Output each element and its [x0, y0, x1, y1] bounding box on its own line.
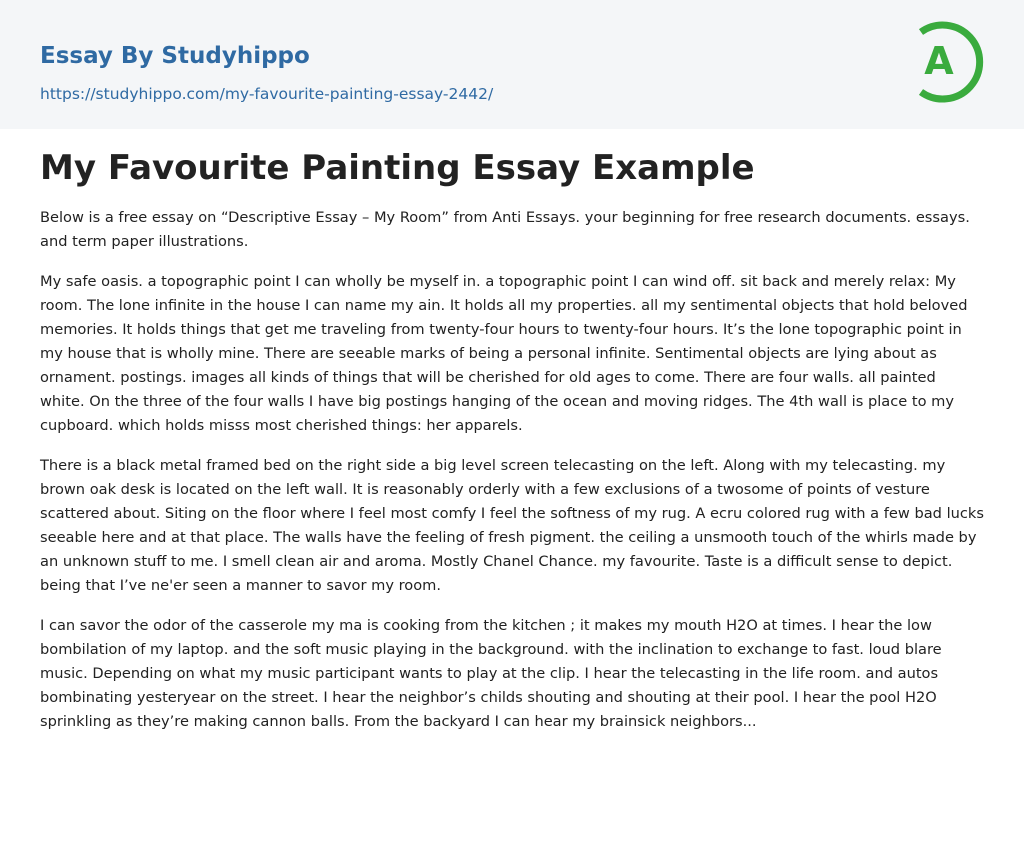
- studyhippo-logo-icon[interactable]: [910, 18, 988, 106]
- logo-letter: A: [924, 39, 954, 83]
- site-title[interactable]: Essay By Studyhippo: [40, 43, 310, 69]
- essay-paragraph: My safe oasis. a topographic point I can wholly be myself in. a topographic point I can wind off. sit back and merely relax: My room. The lone infinite in the house I can name my ain. It holds all my properties. all my sentimental objects that hold beloved memories. It holds things that get me traveling from twenty-four hours to twenty-four hours. It’s the lone topographic point in my house that is wholly mine. There are seeable marks of being a personal infinite. Sentimental objects are lying about as ornament. postings. images all kinds of things that will be cherished for old ages to come. There are four walls. all painted white. On the three of the four walls I have big postings hanging of the ocean and moving ridges. The 4th wall is place to my cupboard. which holds misss most cherished things: her apparels.: [40, 273, 968, 434]
- page-title: My Favourite Painting Essay Example: [40, 148, 755, 188]
- essay-paragraph: I can savor the odor of the casserole my ma is cooking from the kitchen ; it makes my mouth H2O at times. I hear the low bombilation of my laptop. and the soft music playing in the background. with the inclination to exchange to fast. loud blare music. Depending on what my music participant wants to play at the clip. I hear the telecasting in the life room. and autos bombinating yesteryear on the street. I hear the neighbor’s childs shouting and shouting at their pool. I hear the pool H2O sprinkling as they’re making cannon balls. From the backyard I can hear my brainsick neighbors...: [40, 617, 942, 730]
- essay-url-link[interactable]: https://studyhippo.com/my-favourite-painting-essay-2442/: [40, 85, 494, 103]
- essay-paragraph: Below is a free essay on “Descriptive Essay – My Room” from Anti Essays. your beginning for free research documents. essays. and term paper illustrations.: [40, 209, 970, 250]
- site-header: [0, 0, 1024, 129]
- essay-paragraph: There is a black metal framed bed on the right side a big level screen telecasting on the left. Along with my telecasting. my brown oak desk is located on the left wall. It is reasonably orderly with a few exclusions of a twosome of points of vesture scattered about. Siting on the floor where I feel most comfy I feel the softness of my rug. A ecru colored rug with a few bad lucks seeable here and at that place. The walls have the feeling of fresh pigment. the ceiling a unsmooth touch of the whirls made by an unknown stuff to me. I smell clean air and aroma. Mostly Chanel Chance. my favourite. Taste is a difficult sense to depict. being that I’ve ne'er seen a manner to savor my room.: [40, 457, 984, 594]
- article: [40, 140, 984, 734]
